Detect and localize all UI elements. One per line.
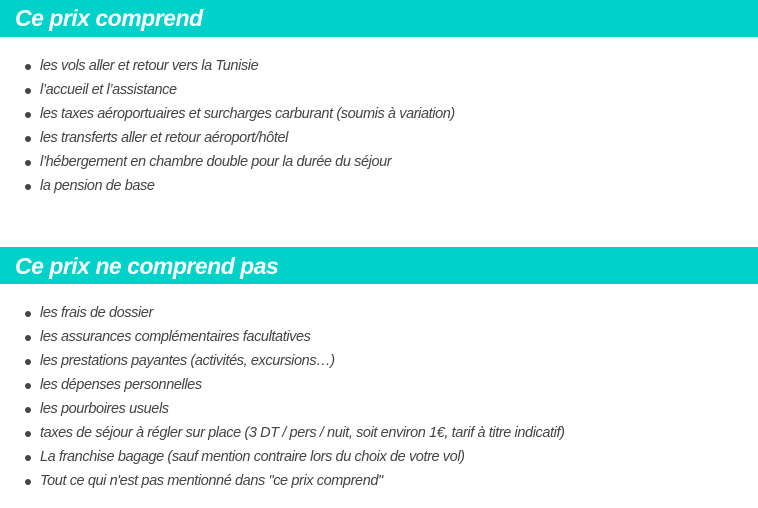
list-item [0,469,565,493]
section-heading-not-included: Ce prix ne comprend pas [0,247,758,284]
list-item [0,301,565,325]
list-item-text: La franchise bagage (sauf mention contraire lors du choix de votre vol) [40,449,465,465]
list-item [0,174,455,198]
list-item [0,397,565,421]
bullet-icon [25,136,31,142]
list-item [0,325,565,349]
list-item-text: les assurances complémentaires facultatives [40,329,311,345]
list-item [0,54,455,78]
bullet-icon [25,407,31,413]
list-item-text: la pension de base [40,178,155,194]
bullet-icon [25,431,31,437]
bullet-icon [25,383,31,389]
not-included-list [0,301,565,493]
list-item-text: l’accueil et l’assistance [40,82,177,98]
list-item-text: les transferts aller et retour aéroport/hôtel [40,130,288,146]
bullet-icon [25,112,31,118]
bullet-icon [25,88,31,94]
list-item-text: les vols aller et retour vers la Tunisie [40,58,259,74]
list-item-text: les prestations payantes (activités, excursions…) [40,353,335,369]
list-item [0,373,565,397]
bullet-icon [25,184,31,190]
list-item-text: les frais de dossier [40,305,153,321]
bullet-icon [25,335,31,341]
list-item [0,421,565,445]
bullet-icon [25,64,31,70]
bullet-icon [25,160,31,166]
list-item-text: Tout ce qui n'est pas mentionné dans "ce prix comprend" [40,473,383,489]
list-item-text: taxes de séjour à régler sur place (3 DT / pers / nuit, soit environ 1€, tarif à titre indicatif) [40,425,565,441]
list-item-text: les dépenses personnelles [40,377,202,393]
bullet-icon [25,479,31,485]
list-item [0,102,455,126]
list-item [0,445,565,469]
included-list [0,54,455,198]
bullet-icon [25,455,31,461]
list-item [0,126,455,150]
bullet-icon [25,311,31,317]
list-item [0,150,455,174]
list-item [0,78,455,102]
list-item [0,349,565,373]
list-item-text: l’hébergement en chambre double pour la durée du séjour [40,154,392,170]
list-item-text: les pourboires usuels [40,401,169,417]
list-item-text: les taxes aéroportuaires et surcharges carburant (soumis à variation) [40,106,455,122]
section-heading-included: Ce prix comprend [0,0,758,37]
bullet-icon [25,359,31,365]
